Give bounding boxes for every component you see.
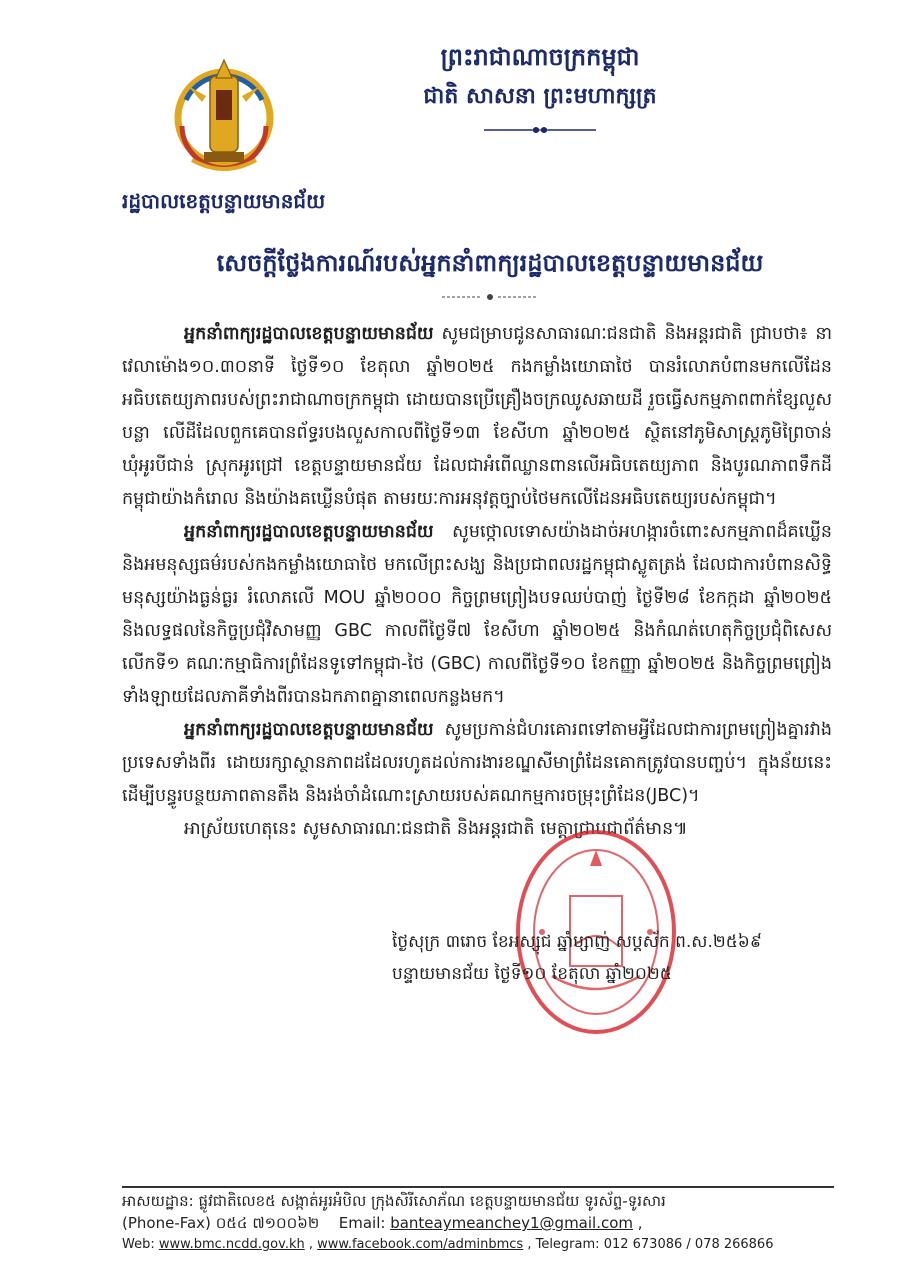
footer-contact [122,1190,842,1256]
email-link[interactable]: banteaymeanchey1@gmail.com [390,1214,634,1232]
kingdom-header [300,40,780,138]
kingdom-name: ព្រះរាជាណាចក្រកម្ពុជា [440,43,640,71]
paragraph-text: សូមប្រកាន់ជំហរគោរពទៅតាមអ្វីដែលជាការព្រមព្រៀងគ្នារវាងប្រទេសទាំងពីរ ដោយរក្សាស្ថានភាពដដែលរហូតដល់ការងារខណ្ឌសីមាព្រំដែនគោកត្រូវបានបញ្ចប់។ ក្នុងន័យនេះ ដើម្បីបន្ធូរបន្ថយភាពតានតឹង និងរង់ចាំដំណោះស្រាយរបស់គណកម្មការចម្រុះព្រំដែន(JBC)។ [122,720,832,806]
paragraph-1 [122,318,832,516]
document-title: សេចក្តីថ្លែងការណ៍របស់អ្នកនាំពាក្យរដ្ឋបាលខេត្តបន្ទាយមានជ័យ [216,249,764,277]
statement-body [122,318,832,846]
closing-text: អាស្រ័យហេតុនេះ សូមសាធារណៈជនជាតិ និងអន្តរជាតិ មេត្តាជ្រាបជាព័ត៌មាន៕ [184,819,688,839]
solar-date: បន្ទាយមានជ័យ ថ្ងៃទី១០ ខែតុលា ឆ្នាំ២០២៥ [392,964,672,984]
website-link[interactable]: www.bmc.ncdd.gov.kh [158,1237,305,1252]
phone-number: ០៥៤ ៧១០០៦២ [215,1214,320,1232]
closing-line [122,813,832,846]
footer-divider [122,1186,834,1188]
emblem-icon [172,56,276,178]
footer-web-row: Web: www.bmc.ncdd.gov.kh , www.facebook.com/adminbmcs , Telegram: 012 673086 / 078 266866 [122,1237,774,1252]
paragraph-lead: អ្នកនាំពាក្យរដ្ឋបាលខេត្តបន្ទាយមានជ័យ [184,324,434,344]
phone-label: (Phone-Fax) [122,1214,211,1232]
lunar-date: ថ្ងៃសុក្រ ៣រោច ខែអស្សុជ ឆ្នាំម្សាញ់ សប្តស័ក ព.ស.២៥៦៩ [392,932,762,952]
paragraph-lead: អ្នកនាំពាក្យរដ្ឋបាលខេត្តបន្ទាយមានជ័យ [184,720,434,740]
telegram-label: Telegram: [535,1237,600,1252]
paragraph-text: សូមជម្រាបជូនសាធារណៈជនជាតិ និងអន្តរជាតិ ជ្រាបថា៖ នាវេលាម៉ោង១០.៣០នាទី ថ្ងៃទី១០ ខែតុលា ឆ្នាំ២០២៥ កងកម្លាំងយោធាថៃ បានរំលោភបំពានមកលើដែនអធិបតេយ្យភាពរបស់ព្រះរាជាណាចក្រកម្ពុជា ដោយបានប្រើគ្រឿងចក្រឈូសឆាយដី រួចធ្វើសកម្មភាពពាក់ខ្សែលួសបន្លា លើដីដែលពួកគេបានព័ទ្ធរបងលួសកាលពីថ្ងៃទី១៣ ខែសីហា ឆ្នាំ២០២៥ ស្ថិតនៅភូមិសាស្រ្តភូមិព្រៃចាន់ ឃុំអូរបីជាន់ ស្រុកអូរជ្រៅ ខេត្តបន្ទាយមានជ័យ ដែលជាអំពើឈ្លានពានលើអធិបតេយ្យភាព និងបូរណភាពទឹកដីកម្ពុជាយ៉ាងកំរោល និងយ៉ាងគឃ្លើនបំផុត តាមរយៈការអនុវត្តច្បាប់ថៃមកលើដែនអធិបតេយ្យរបស់កម្ពុជា។ [122,324,832,509]
facebook-link[interactable]: www.facebook.com/adminbmcs [317,1237,524,1252]
national-motto: ជាតិ សាសនា ព្រះមហាក្សត្រ [423,84,657,109]
issuing-authority: រដ្ឋបាលខេត្តបន្ទាយមានជ័យ [122,189,326,213]
paragraph-text: សូមថ្កោលទោសយ៉ាងដាច់អហង្ការចំពោះសកម្មភាពដ៏គឃ្លើន និងអមនុស្សធម៌របស់កងកម្លាំងយោធាថៃ មកលើព្រះសង្ឃ និងប្រជាពលរដ្ឋកម្ពុជាស្លូតត្រង់ ដែលជាការបំពានសិទ្ធិមនុស្សយ៉ាងធ្ងន់ធ្ងរ រំលោភលើ MOU ឆ្នាំ២០០០ កិច្ចព្រមព្រៀងបទឈប់បាញ់ ថ្ងៃទី២៨ ខែកក្កដា ឆ្នាំ២០២៥ និងលទ្ធផលនៃកិច្ចប្រជុំវិសាមញ្ញ GBC កាលពីថ្ងៃទី៧ ខែសីហា ឆ្នាំ២០២៥ និងកំណត់ហេតុកិច្ចប្រជុំពិសេសលើកទី១ គណៈកម្មាធិការព្រំដែនទូទៅកម្ពុជា-ថៃ (GBC) កាលពីថ្ងៃទី១០ ខែកញ្ញា ឆ្នាំ២០២៥ និងកិច្ចព្រមព្រៀងទាំងឡាយដែលភាគីទាំងពីរបានឯកភាពគ្នានាពេលកន្លងមក។ [122,522,832,707]
telegram-number: 012 673086 / 078 266866 [603,1237,774,1252]
date-block [392,926,832,990]
header-ornament-icon [480,122,600,138]
footer-phone-row: (Phone-Fax) ០៥៤ ៧១០០៦២ Email: banteaymeanchey1@gmail.com , [122,1214,643,1232]
address-text: ផ្លូវជាតិលេខ៥ សង្កាត់អូរអំបិល ក្រុងសិរីសោភ័ណ ខេត្តបន្ទាយមានជ័យ ទូរស័ព្ទ-ទូរសារ [198,1192,666,1210]
paragraph-2 [122,516,832,714]
email-label: Email: [338,1214,386,1232]
paragraph-3 [122,714,832,813]
paragraph-lead: អ្នកនាំពាក្យរដ្ឋបាលខេត្តបន្ទាយមានជ័យ [184,522,434,542]
web-label: Web: [122,1237,155,1252]
address-label: អាសយដ្ឋាន: [122,1192,194,1210]
footer-address-row [122,1190,842,1212]
title-ornament-icon [440,292,540,302]
